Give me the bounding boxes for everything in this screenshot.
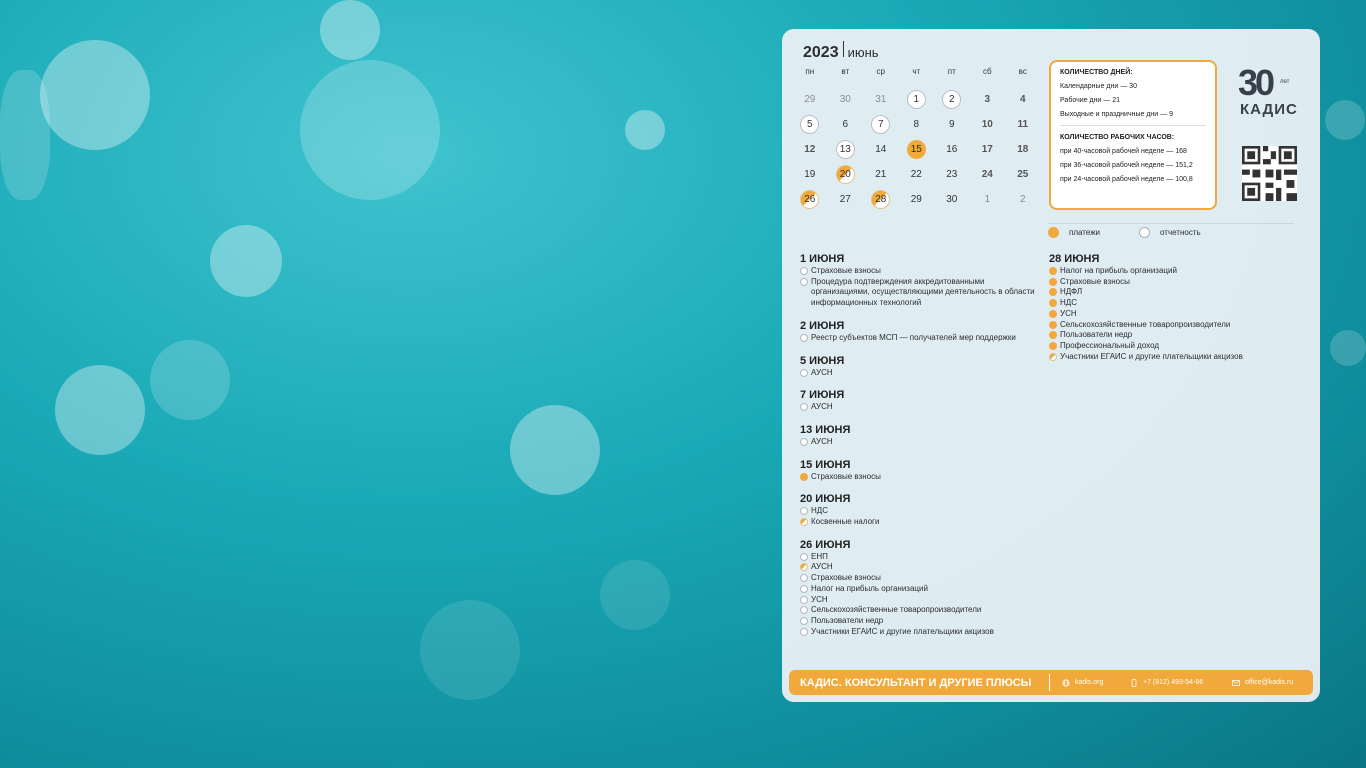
hours-36: при 36-часовой рабочей неделе — 151,2 bbox=[1060, 162, 1193, 169]
footer-brand: КАДИС. КОНСУЛЬТАНТ И ДРУГИЕ ПЛЮСЫ bbox=[800, 676, 1032, 689]
calendar-day[interactable]: 20 bbox=[836, 165, 855, 184]
calendar-day[interactable]: 24 bbox=[981, 169, 993, 180]
deadline-group bbox=[800, 253, 1035, 309]
deadline-date: 1 ИЮНЯ bbox=[800, 253, 845, 265]
work-days: Рабочие дни — 21 bbox=[1060, 97, 1121, 104]
calendar-day[interactable]: 5 bbox=[800, 115, 819, 134]
deadline-date: 7 ИЮНЯ bbox=[800, 389, 845, 402]
deadline-date: 20 ИЮНЯ bbox=[800, 493, 851, 506]
payment-dot-icon bbox=[800, 473, 808, 481]
report-dot-icon bbox=[800, 438, 808, 446]
footer-bar bbox=[789, 670, 1313, 695]
calendar-panel bbox=[782, 29, 1320, 702]
deadline-item bbox=[800, 333, 1035, 344]
calendar-cell bbox=[792, 165, 828, 190]
deadline-item-text: Страховые взносы bbox=[1060, 276, 1130, 286]
deadline-item bbox=[1049, 330, 1309, 341]
calendar-day[interactable]: 17 bbox=[981, 144, 993, 155]
calendar-title bbox=[803, 41, 879, 62]
deadline-item-text: УСН bbox=[1060, 308, 1077, 318]
calendar-cell bbox=[792, 190, 828, 215]
calendar-day[interactable]: 31 bbox=[875, 94, 887, 105]
deadline-date: 26 ИЮНЯ bbox=[800, 538, 851, 551]
calendar-cell bbox=[970, 90, 1006, 115]
calendar-cell bbox=[1005, 140, 1041, 165]
deadline-item bbox=[800, 552, 1035, 563]
footer-phone-text: +7 (812) 493-54-66 bbox=[1143, 679, 1204, 686]
report-dot-icon bbox=[800, 606, 808, 614]
holidays: Выходные и праздничные дни — 9 bbox=[1060, 111, 1173, 118]
calendar-cell bbox=[934, 190, 970, 215]
deadline-group bbox=[800, 355, 1035, 379]
calendar-day[interactable]: 7 bbox=[871, 115, 890, 134]
report-dot-icon bbox=[800, 369, 808, 377]
deadline-date: 15 ИЮНЯ bbox=[800, 458, 851, 471]
calendar-cell bbox=[863, 90, 899, 115]
payment-dot-icon bbox=[1049, 310, 1057, 318]
deadline-date: 13 ИЮНЯ bbox=[800, 423, 851, 436]
report-dot-icon bbox=[800, 553, 808, 561]
days-title: КОЛИЧЕСТВО ДНЕЙ: bbox=[1060, 69, 1133, 76]
payment-dot-icon bbox=[1049, 267, 1057, 275]
deadline-item-text: Пользователи недр bbox=[1060, 330, 1133, 340]
legend bbox=[1048, 227, 1201, 238]
deadline-item-text: Налог на прибыль организаций bbox=[1060, 266, 1177, 275]
deadline-item bbox=[1049, 320, 1309, 331]
legend-divider bbox=[1048, 223, 1294, 224]
calendar-day[interactable]: 26 bbox=[800, 190, 819, 209]
weekday-label: сб bbox=[982, 67, 992, 76]
calendar-day[interactable]: 1 bbox=[984, 194, 991, 205]
deadline-item bbox=[800, 616, 1035, 627]
hours-40: при 40-часовой рабочей неделе — 168 bbox=[1060, 148, 1187, 155]
calendar-cell bbox=[934, 90, 970, 115]
calendar-day[interactable]: 8 bbox=[913, 119, 920, 130]
calendar-day[interactable]: 10 bbox=[981, 119, 993, 130]
deadline-item-text: Страховые взносы bbox=[811, 471, 881, 481]
calendar-day[interactable]: 16 bbox=[946, 144, 958, 155]
deadline-item-text: АУСН bbox=[811, 562, 833, 572]
reports-legend-label: отчетность bbox=[1160, 228, 1201, 237]
calendar-cell bbox=[863, 140, 899, 165]
deadline-item bbox=[800, 584, 1035, 595]
calendar-day[interactable]: 21 bbox=[875, 169, 887, 180]
calendar-days: Календарные дни — 30 bbox=[1060, 83, 1137, 90]
calendar-day[interactable]: 19 bbox=[804, 169, 816, 180]
deadline-group bbox=[800, 320, 1035, 344]
calendar-day[interactable]: 29 bbox=[910, 194, 922, 205]
payment-dot-icon bbox=[1049, 321, 1057, 329]
info-divider bbox=[1060, 125, 1206, 126]
deadline-item bbox=[800, 595, 1035, 606]
payments-legend-label: платежи bbox=[1069, 228, 1101, 237]
kadis-logo bbox=[1238, 62, 1302, 135]
report-dot-icon bbox=[800, 507, 808, 515]
calendar-cell bbox=[899, 90, 935, 115]
calendar-cell bbox=[792, 115, 828, 140]
deadline-group bbox=[800, 424, 1035, 448]
calendar-cell bbox=[863, 115, 899, 140]
calendar-day[interactable]: 9 bbox=[948, 119, 955, 130]
calendar-cell bbox=[934, 140, 970, 165]
mail-icon bbox=[1232, 679, 1240, 687]
deadline-group bbox=[800, 539, 1035, 638]
deadline-item bbox=[800, 437, 1035, 448]
report-dot-icon bbox=[800, 403, 808, 411]
deadline-item bbox=[1049, 266, 1309, 277]
deadline-item-text: Участники ЕГАИС и другие плательщики акцизов bbox=[811, 626, 994, 636]
deadline-group bbox=[1049, 253, 1309, 362]
calendar-day[interactable]: 18 bbox=[1017, 144, 1029, 155]
deadlines-left-column bbox=[800, 253, 1035, 648]
weekday-label: вс bbox=[1018, 67, 1027, 76]
deadline-item bbox=[800, 517, 1035, 528]
deadline-item-text: АУСН bbox=[811, 436, 833, 446]
deadline-item bbox=[1049, 352, 1309, 363]
deadline-item-text: НДС bbox=[1060, 298, 1077, 308]
calendar-day[interactable]: 15 bbox=[907, 140, 926, 159]
calendar-cell bbox=[970, 165, 1006, 190]
calendar-day[interactable]: 4 bbox=[1019, 94, 1026, 105]
calendar-cell bbox=[970, 140, 1006, 165]
deadline-item-text: НДФЛ bbox=[1060, 287, 1083, 297]
calendar-day[interactable]: 1 bbox=[907, 90, 926, 109]
deadline-item bbox=[1049, 277, 1309, 288]
calendar-month: июнь bbox=[847, 45, 879, 60]
logo-suffix: лет bbox=[1280, 79, 1290, 85]
calendar-day[interactable]: 12 bbox=[804, 144, 816, 155]
deadline-item-text: Процедура подтверждения аккредитованными организациями, осуществляющими деятельность в области информационных технологий bbox=[811, 276, 1035, 308]
calendar-cell bbox=[1005, 190, 1041, 215]
report-dot-icon bbox=[800, 617, 808, 625]
calendar-cell bbox=[899, 190, 935, 215]
calendar-cell bbox=[934, 115, 970, 140]
calendar-day[interactable]: 2 bbox=[942, 90, 961, 109]
deadline-date: 2 ИЮНЯ bbox=[800, 319, 845, 332]
qr-code-icon bbox=[1242, 146, 1297, 201]
calendar-cell bbox=[792, 90, 828, 115]
deadline-item-text: Налог на прибыль организаций bbox=[811, 583, 928, 593]
calendar-day[interactable]: 29 bbox=[804, 94, 816, 105]
calendar-cell bbox=[899, 165, 935, 190]
deadline-item bbox=[800, 266, 1035, 277]
footer-email[interactable] bbox=[1232, 679, 1293, 687]
deadline-item bbox=[800, 472, 1035, 483]
report-dot-icon bbox=[800, 267, 808, 275]
calendar-cell bbox=[1005, 115, 1041, 140]
calendar-cell bbox=[828, 115, 864, 140]
deadline-item bbox=[800, 573, 1035, 584]
calendar-cell bbox=[863, 190, 899, 215]
deadline-group bbox=[800, 389, 1035, 413]
hours-title: КОЛИЧЕСТВО РАБОЧИХ ЧАСОВ: bbox=[1060, 134, 1175, 141]
deadline-item-text: Профессиональный доход bbox=[1060, 340, 1160, 350]
footer-email-text: office@kadis.ru bbox=[1245, 679, 1294, 686]
calendar-cell bbox=[863, 165, 899, 190]
weekday-label: чт bbox=[912, 67, 921, 76]
deadline-item bbox=[800, 562, 1035, 573]
deadline-item bbox=[800, 627, 1035, 638]
calendar-day[interactable]: 30 bbox=[839, 94, 851, 105]
calendar-cell bbox=[828, 90, 864, 115]
report-dot-icon bbox=[800, 628, 808, 636]
calendar-cell bbox=[792, 140, 828, 165]
weekday-label: вт bbox=[841, 67, 850, 76]
payment-dot-icon bbox=[1049, 299, 1057, 307]
calendar-cell bbox=[828, 190, 864, 215]
footer-phone[interactable] bbox=[1130, 679, 1232, 687]
report-dot-icon bbox=[800, 334, 808, 342]
calendar-day[interactable]: 25 bbox=[1017, 169, 1029, 180]
deadline-item bbox=[1049, 341, 1309, 352]
payment-dot-icon bbox=[1049, 331, 1057, 339]
calendar-cell bbox=[828, 165, 864, 190]
payment-report-dot-icon bbox=[800, 518, 808, 526]
title-divider bbox=[843, 41, 844, 57]
report-dot-icon bbox=[800, 596, 808, 604]
calendar-day[interactable]: 2 bbox=[1019, 194, 1026, 205]
calendar-cell bbox=[970, 115, 1006, 140]
deadline-item bbox=[1049, 309, 1309, 320]
report-dot-icon bbox=[800, 278, 808, 286]
deadline-item bbox=[1049, 298, 1309, 309]
calendar-year: 2023 bbox=[803, 44, 839, 61]
calendar-cell bbox=[1005, 165, 1041, 190]
calendar-day[interactable]: 3 bbox=[984, 94, 991, 105]
deadline-item-text: Сельскохозяйственные товаропроизводители bbox=[1060, 319, 1231, 329]
report-dot-icon bbox=[800, 574, 808, 582]
deadline-item bbox=[800, 402, 1035, 413]
weekday-label: пт bbox=[947, 67, 956, 76]
report-dot-icon bbox=[800, 585, 808, 593]
calendar-day[interactable]: 14 bbox=[875, 144, 887, 155]
calendar-day[interactable]: 30 bbox=[946, 194, 958, 205]
deadline-item-text: Реестр субъектов МСП — получателей мер поддержки bbox=[811, 332, 1016, 342]
globe-icon bbox=[1062, 679, 1070, 687]
weekday-label: пн bbox=[805, 67, 815, 76]
deadline-item-text: Страховые взносы bbox=[811, 266, 881, 275]
calendar-cell bbox=[899, 140, 935, 165]
payment-dot-icon bbox=[1049, 342, 1057, 350]
payment-report-dot-icon bbox=[1049, 353, 1057, 361]
deadline-item-text: АУСН bbox=[811, 402, 833, 412]
deadline-item-text: Сельскохозяйственные товаропроизводители bbox=[811, 605, 982, 615]
deadline-item bbox=[800, 506, 1035, 517]
calendar-day[interactable]: 23 bbox=[946, 169, 958, 180]
calendar-day[interactable]: 13 bbox=[836, 140, 855, 159]
payments-legend-icon bbox=[1048, 227, 1059, 238]
footer-divider bbox=[1049, 674, 1050, 691]
deadline-item-text: Косвенные налоги bbox=[811, 517, 880, 527]
deadline-item-text: НДС bbox=[811, 506, 828, 516]
weekday-label: ср bbox=[876, 67, 885, 76]
deadline-group bbox=[800, 459, 1035, 483]
calendar-day[interactable]: 27 bbox=[839, 194, 851, 205]
calendar-cell bbox=[828, 140, 864, 165]
deadline-item bbox=[800, 605, 1035, 616]
deadline-group bbox=[800, 493, 1035, 527]
logo-number: 30 bbox=[1238, 62, 1273, 103]
footer-site[interactable] bbox=[1062, 679, 1130, 687]
deadline-item-text: Участники ЕГАИС и другие плательщики акцизов bbox=[1060, 351, 1243, 361]
deadline-item-text: УСН bbox=[811, 594, 828, 604]
deadline-item-text: ЕНП bbox=[811, 551, 828, 561]
deadline-item-text: АУСН bbox=[811, 367, 833, 377]
calendar-day[interactable]: 11 bbox=[1017, 119, 1029, 130]
calendar-day[interactable]: 6 bbox=[842, 119, 849, 130]
deadline-date: 28 ИЮНЯ bbox=[1049, 253, 1100, 265]
calendar-grid bbox=[792, 65, 1041, 215]
deadline-date: 5 ИЮНЯ bbox=[800, 354, 845, 367]
calendar-cell bbox=[970, 190, 1006, 215]
logo-name: КАДИС bbox=[1240, 101, 1298, 118]
calendar-day[interactable]: 28 bbox=[871, 190, 890, 209]
phone-icon bbox=[1130, 679, 1138, 687]
deadline-item-text: Пользователи недр bbox=[811, 615, 884, 625]
reports-legend-icon bbox=[1139, 227, 1150, 238]
info-box bbox=[1049, 60, 1217, 210]
calendar-day[interactable]: 22 bbox=[910, 169, 922, 180]
footer-site-text: kadis.org bbox=[1075, 679, 1104, 686]
deadline-item bbox=[800, 368, 1035, 379]
payment-dot-icon bbox=[1049, 278, 1057, 286]
calendar-cell bbox=[1005, 90, 1041, 115]
deadlines-right-column bbox=[1049, 253, 1309, 373]
payment-report-dot-icon bbox=[800, 563, 808, 571]
calendar-cell bbox=[934, 165, 970, 190]
deadline-item bbox=[800, 277, 1035, 309]
deadline-item bbox=[1049, 287, 1309, 298]
payment-dot-icon bbox=[1049, 288, 1057, 296]
hours-24: при 24-часовой рабочей неделе — 100,8 bbox=[1060, 176, 1193, 183]
calendar-cell bbox=[899, 115, 935, 140]
deadline-item-text: Страховые взносы bbox=[811, 573, 881, 583]
